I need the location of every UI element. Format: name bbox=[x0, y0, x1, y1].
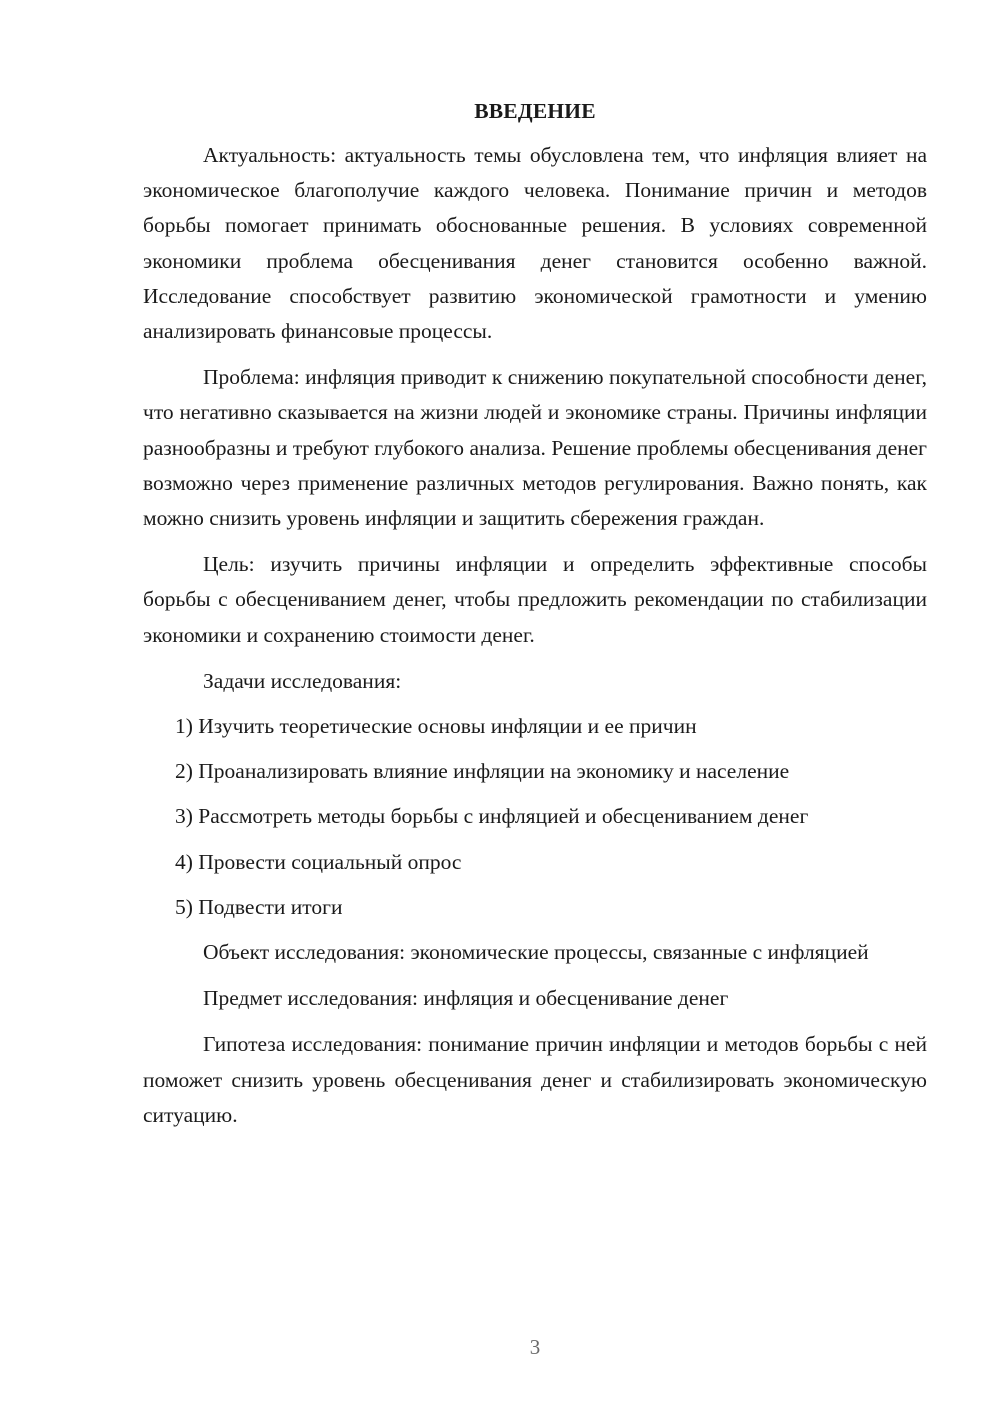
tasks-heading: Задачи исследования: bbox=[203, 668, 402, 693]
paragraph-object: Объект исследования: экономические процессы, связанные с инфляцией bbox=[203, 940, 869, 965]
paragraph-goal: Цель: изучить причины инфляции и определить эффективные способы борьбы с обесцениванием денег, чтобы предложить рекомендации по стабилизации экономики и сохранению стоимости денег. bbox=[143, 552, 927, 647]
task-item: 4) Провести социальный опрос bbox=[175, 849, 462, 874]
paragraph-subject: Предмет исследования: инфляция и обесценивание денег bbox=[203, 986, 729, 1011]
paragraph-problem: Проблема: инфляция приводит к снижению покупательной способности денег, что негативно сказывается на жизни людей и экономике страны. Причины инфляции разнообразны и требуют глубокого анализа. Решение проблемы обесценивания денег возможно через применение различных методов регулирования. Важно понять, как можно снизить уровень инфляции и защитить сбережения граждан. bbox=[143, 365, 927, 531]
task-item: 1) Изучить теоретические основы инфляции и ее причин bbox=[175, 714, 697, 739]
section-title: ВВЕДЕНИЕ bbox=[474, 99, 596, 123]
page-content bbox=[143, 96, 927, 1144]
task-item: 3) Рассмотреть методы борьбы с инфляцией и обесцениванием денег bbox=[175, 804, 809, 829]
paragraph-hypothesis: Гипотеза исследования: понимание причин инфляции и методов борьбы с ней поможет снизить уровень обесценивания денег и стабилизировать экономическую ситуацию. bbox=[143, 1032, 927, 1127]
tasks-list bbox=[143, 709, 927, 925]
paragraph-relevance: Актуальность: актуальность темы обусловлена тем, что инфляция влияет на экономическое благополучие каждого человека. Понимание причин и методов борьбы помогает принимать обоснованные решения. В условиях современной экономики проблема обесценивания денег становится особенно важной. Исследование способствует развитию экономической грамотности и умению анализировать финансовые процессы. bbox=[143, 143, 927, 344]
task-item: 2) Проанализировать влияние инфляции на экономику и население bbox=[175, 759, 790, 784]
page-number: 3 bbox=[529, 1335, 541, 1359]
task-item: 5) Подвести итоги bbox=[175, 894, 343, 919]
